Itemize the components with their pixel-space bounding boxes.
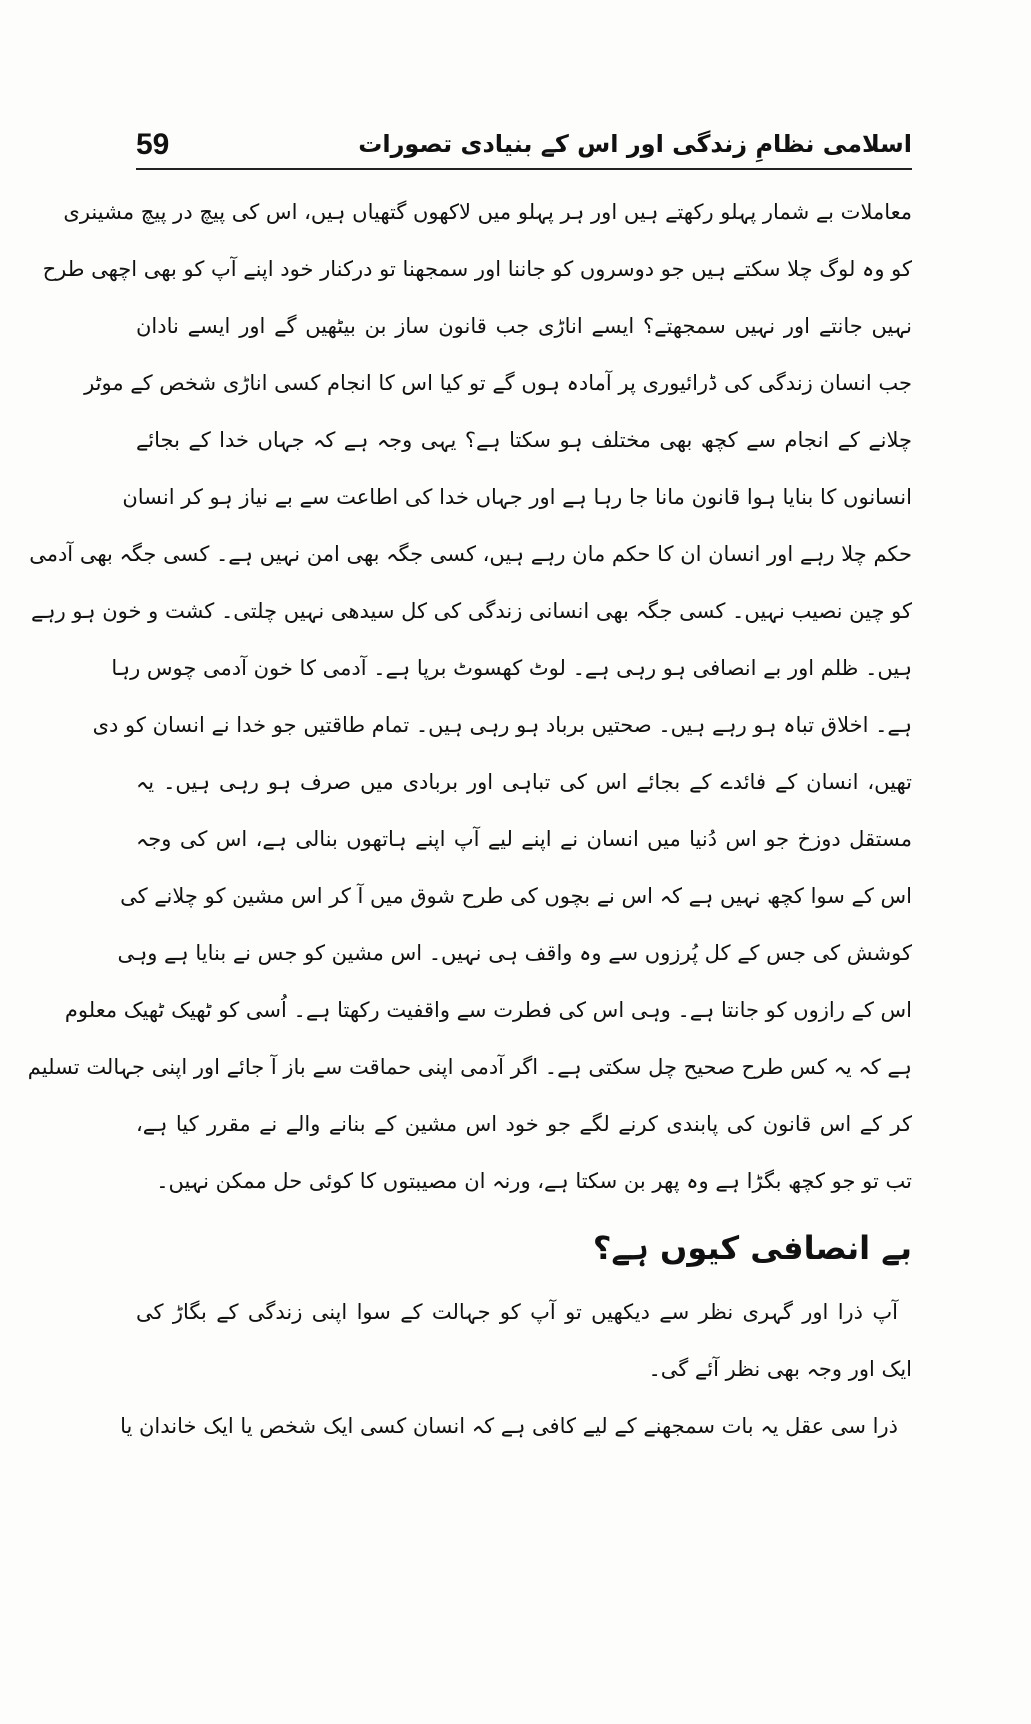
- page-header: [136, 124, 912, 170]
- text-line: چلانے کے انجام سے کچھ بھی مختلف ہو سکتا ہے؟ یہی وجہ ہے کہ جہاں خدا کے بجائے: [136, 428, 912, 452]
- text-line: آپ ذرا اور گہری نظر سے دیکھیں تو آپ کو جہالت کے سوا اپنی زندگی کے بگاڑ کی: [136, 1300, 898, 1324]
- text-line: ہیں۔ ظلم اور بے انصافی ہو رہی ہے۔ لوٹ کھسوٹ برپا ہے۔ آدمی کا خون آدمی چوس رہا: [111, 656, 912, 680]
- text-line: جب انسان زندگی کی ڈرائیوری پر آمادہ ہوں گے تو کیا اس کا انجام کسی اناڑی شخص کے موٹر: [84, 371, 912, 395]
- text-line: معاملات بے شمار پہلو رکھتے ہیں اور ہر پہلو میں لاکھوں گتھیاں ہیں، اس کی پیچ در پیچ مشینری: [63, 200, 912, 224]
- paragraph-2: [136, 1284, 912, 1398]
- paragraph-3: [120, 1398, 912, 1455]
- page-number: 59: [136, 128, 170, 161]
- text-line: نہیں جانتے اور نہیں سمجھتے؟ ایسے اناڑی جب قانون ساز بن بیٹھیں گے اور ایسے نادان: [136, 314, 912, 338]
- text-line: تھیں، انسان کے فائدے کے بجائے اس کی تباہی اور بربادی میں صرف ہو رہی ہیں۔ یہ: [136, 770, 912, 794]
- text-line: ہے کہ یہ کس طرح صحیح چل سکتی ہے۔ اگر آدمی اپنی حماقت سے باز آ جائے اور اپنی جہالت تسلیم: [27, 1055, 912, 1079]
- running-title: اسلامی نظامِ زندگی اور اس کے بنیادی تصورات: [358, 130, 912, 158]
- text-line: کوشش کی جس کے کل پُرزوں سے وہ واقف ہی نہیں۔ اس مشین کو جس نے بنایا ہے وہی: [117, 941, 912, 965]
- text-line: کر کے اس قانون کی پابندی کرنے لگے جو خود اس مشین کے بنانے والے نے مقرر کیا ہے،: [136, 1112, 912, 1136]
- text-line: ہے۔ اخلاق تباہ ہو رہے ہیں۔ صحتیں برباد ہو رہی ہیں۔ تمام طاقتیں جو خدا نے انسان کو دی: [92, 713, 912, 737]
- text-line: مستقل دوزخ جو اس دُنیا میں انسان نے اپنے لیے آپ اپنے ہاتھوں بنالی ہے، اس کی وجہ: [136, 827, 912, 851]
- text-line: ایک اور وجہ بھی نظر آئے گی۔: [648, 1357, 912, 1381]
- page-body: [27, 184, 912, 1455]
- text-line: تب تو جو کچھ بگڑا ہے وہ پھر بن سکتا ہے، ورنہ ان مصیبتوں کا کوئی حل ممکن نہیں۔: [156, 1169, 912, 1193]
- paragraph-1: [27, 184, 912, 1210]
- text-line: ذرا سی عقل یہ بات سمجھنے کے لیے کافی ہے کہ انسان کسی ایک شخص یا ایک خاندان یا: [120, 1414, 898, 1438]
- text-line: کو وہ لوگ چلا سکتے ہیں جو دوسروں کو جاننا اور سمجھنا تو درکنار خود اپنے آپ کو بھی اچھی طرح: [42, 257, 912, 281]
- text-line: اس کے سوا کچھ نہیں ہے کہ اس نے بچوں کی طرح شوق میں آ کر اس مشین کو چلانے کی: [120, 884, 912, 908]
- text-line: کو چین نصیب نہیں۔ کسی جگہ بھی انسانی زندگی کی کل سیدھی نہیں چلتی۔ کشت و خون ہو رہے: [30, 599, 912, 623]
- text-line: اس کے رازوں کو جانتا ہے۔ وہی اس کی فطرت سے واقفیت رکھتا ہے۔ اُسی کو ٹھیک ٹھیک معلوم: [64, 998, 912, 1022]
- text-line: حکم چلا رہے اور انسان ان کا حکم مان رہے ہیں، کسی جگہ بھی امن نہیں ہے۔ کسی جگہ بھی آدمی: [29, 542, 912, 566]
- section-heading: بے انصافی کیوں ہے؟: [592, 1229, 912, 1267]
- text-line: انسانوں کا بنایا ہوا قانون مانا جا رہا ہے اور جہاں خدا کی اطاعت سے بے نیاز ہو کر انسان: [122, 485, 912, 509]
